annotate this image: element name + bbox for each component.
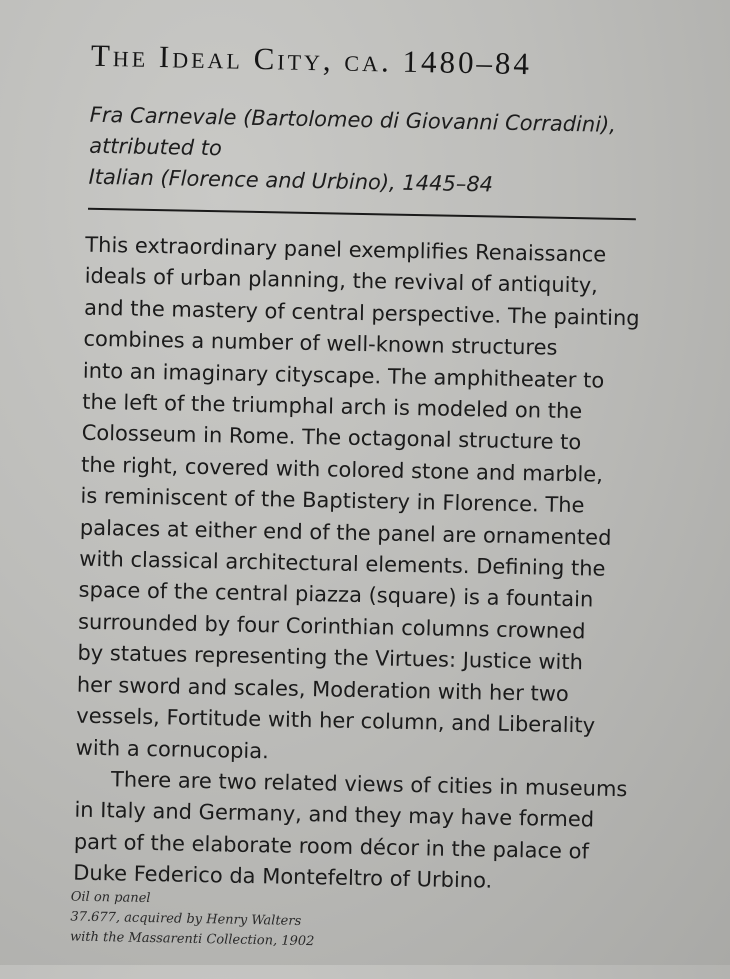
description-line: with classical architectural elements. Defining the xyxy=(79,546,606,581)
description-line: with a cornucopia. xyxy=(75,735,270,763)
credit-line xyxy=(70,888,315,953)
description-line: vessels, Fortitude with her column, and Liberality xyxy=(76,703,596,738)
accession-text: 37.677, acquired by Henry Walters xyxy=(70,909,302,929)
medium-text: Oil on panel xyxy=(70,889,151,907)
description-line: is reminiscent of the Baptistery in Florence. The xyxy=(80,483,585,518)
description-line: by statues representing the Virtues: Justice with xyxy=(77,640,584,675)
description-text xyxy=(73,230,640,900)
description-line: Colosseum in Rome. The octagonal structure to xyxy=(81,421,582,455)
description-line: palaces at either end of the panel are ornamented xyxy=(79,515,612,550)
description-line: into an imaginary cityscape. The amphitheater to xyxy=(82,358,605,393)
description-line: space of the central piazza (square) is a fountain xyxy=(78,578,594,612)
attribution-line: Italian (Florence and Urbino), 1445–84 xyxy=(88,164,494,197)
attribution-line: Fra Carnevale (Bartolomeo di Giovanni Corradini), xyxy=(89,102,617,137)
description-line: the left of the triumphal arch is modeled on the xyxy=(82,389,583,424)
description-line: Duke Federico da Montefeltro of Urbino. xyxy=(73,860,493,893)
description-line: This extraordinary panel exemplifies Renaissance xyxy=(85,232,607,267)
description-line: her sword and scales, Moderation with her two xyxy=(76,672,570,706)
description-line: surrounded by four Corinthian columns crowned xyxy=(77,609,586,644)
artwork-title: The Ideal City, ca. 1480–84 xyxy=(90,37,533,82)
description-line: the right, covered with colored stone and marble, xyxy=(80,452,604,487)
description-line: part of the elaborate room décor in the palace of xyxy=(73,829,590,864)
divider-rule xyxy=(88,208,636,221)
attribution-line: attributed to xyxy=(88,133,223,161)
description-line: ideals of urban planning, the revival of antiquity, xyxy=(84,264,599,298)
description-line: and the mastery of central perspective. The painting xyxy=(83,295,640,331)
artist-attribution xyxy=(88,100,616,203)
provenance-text: with the Massarenti Collection, 1902 xyxy=(69,929,315,950)
description-line: combines a number of well-known structures xyxy=(83,326,558,360)
description-line: in Italy and Germany, and they may have formed xyxy=(74,797,595,832)
description-line: There are two related views of cities in museums xyxy=(110,767,628,802)
